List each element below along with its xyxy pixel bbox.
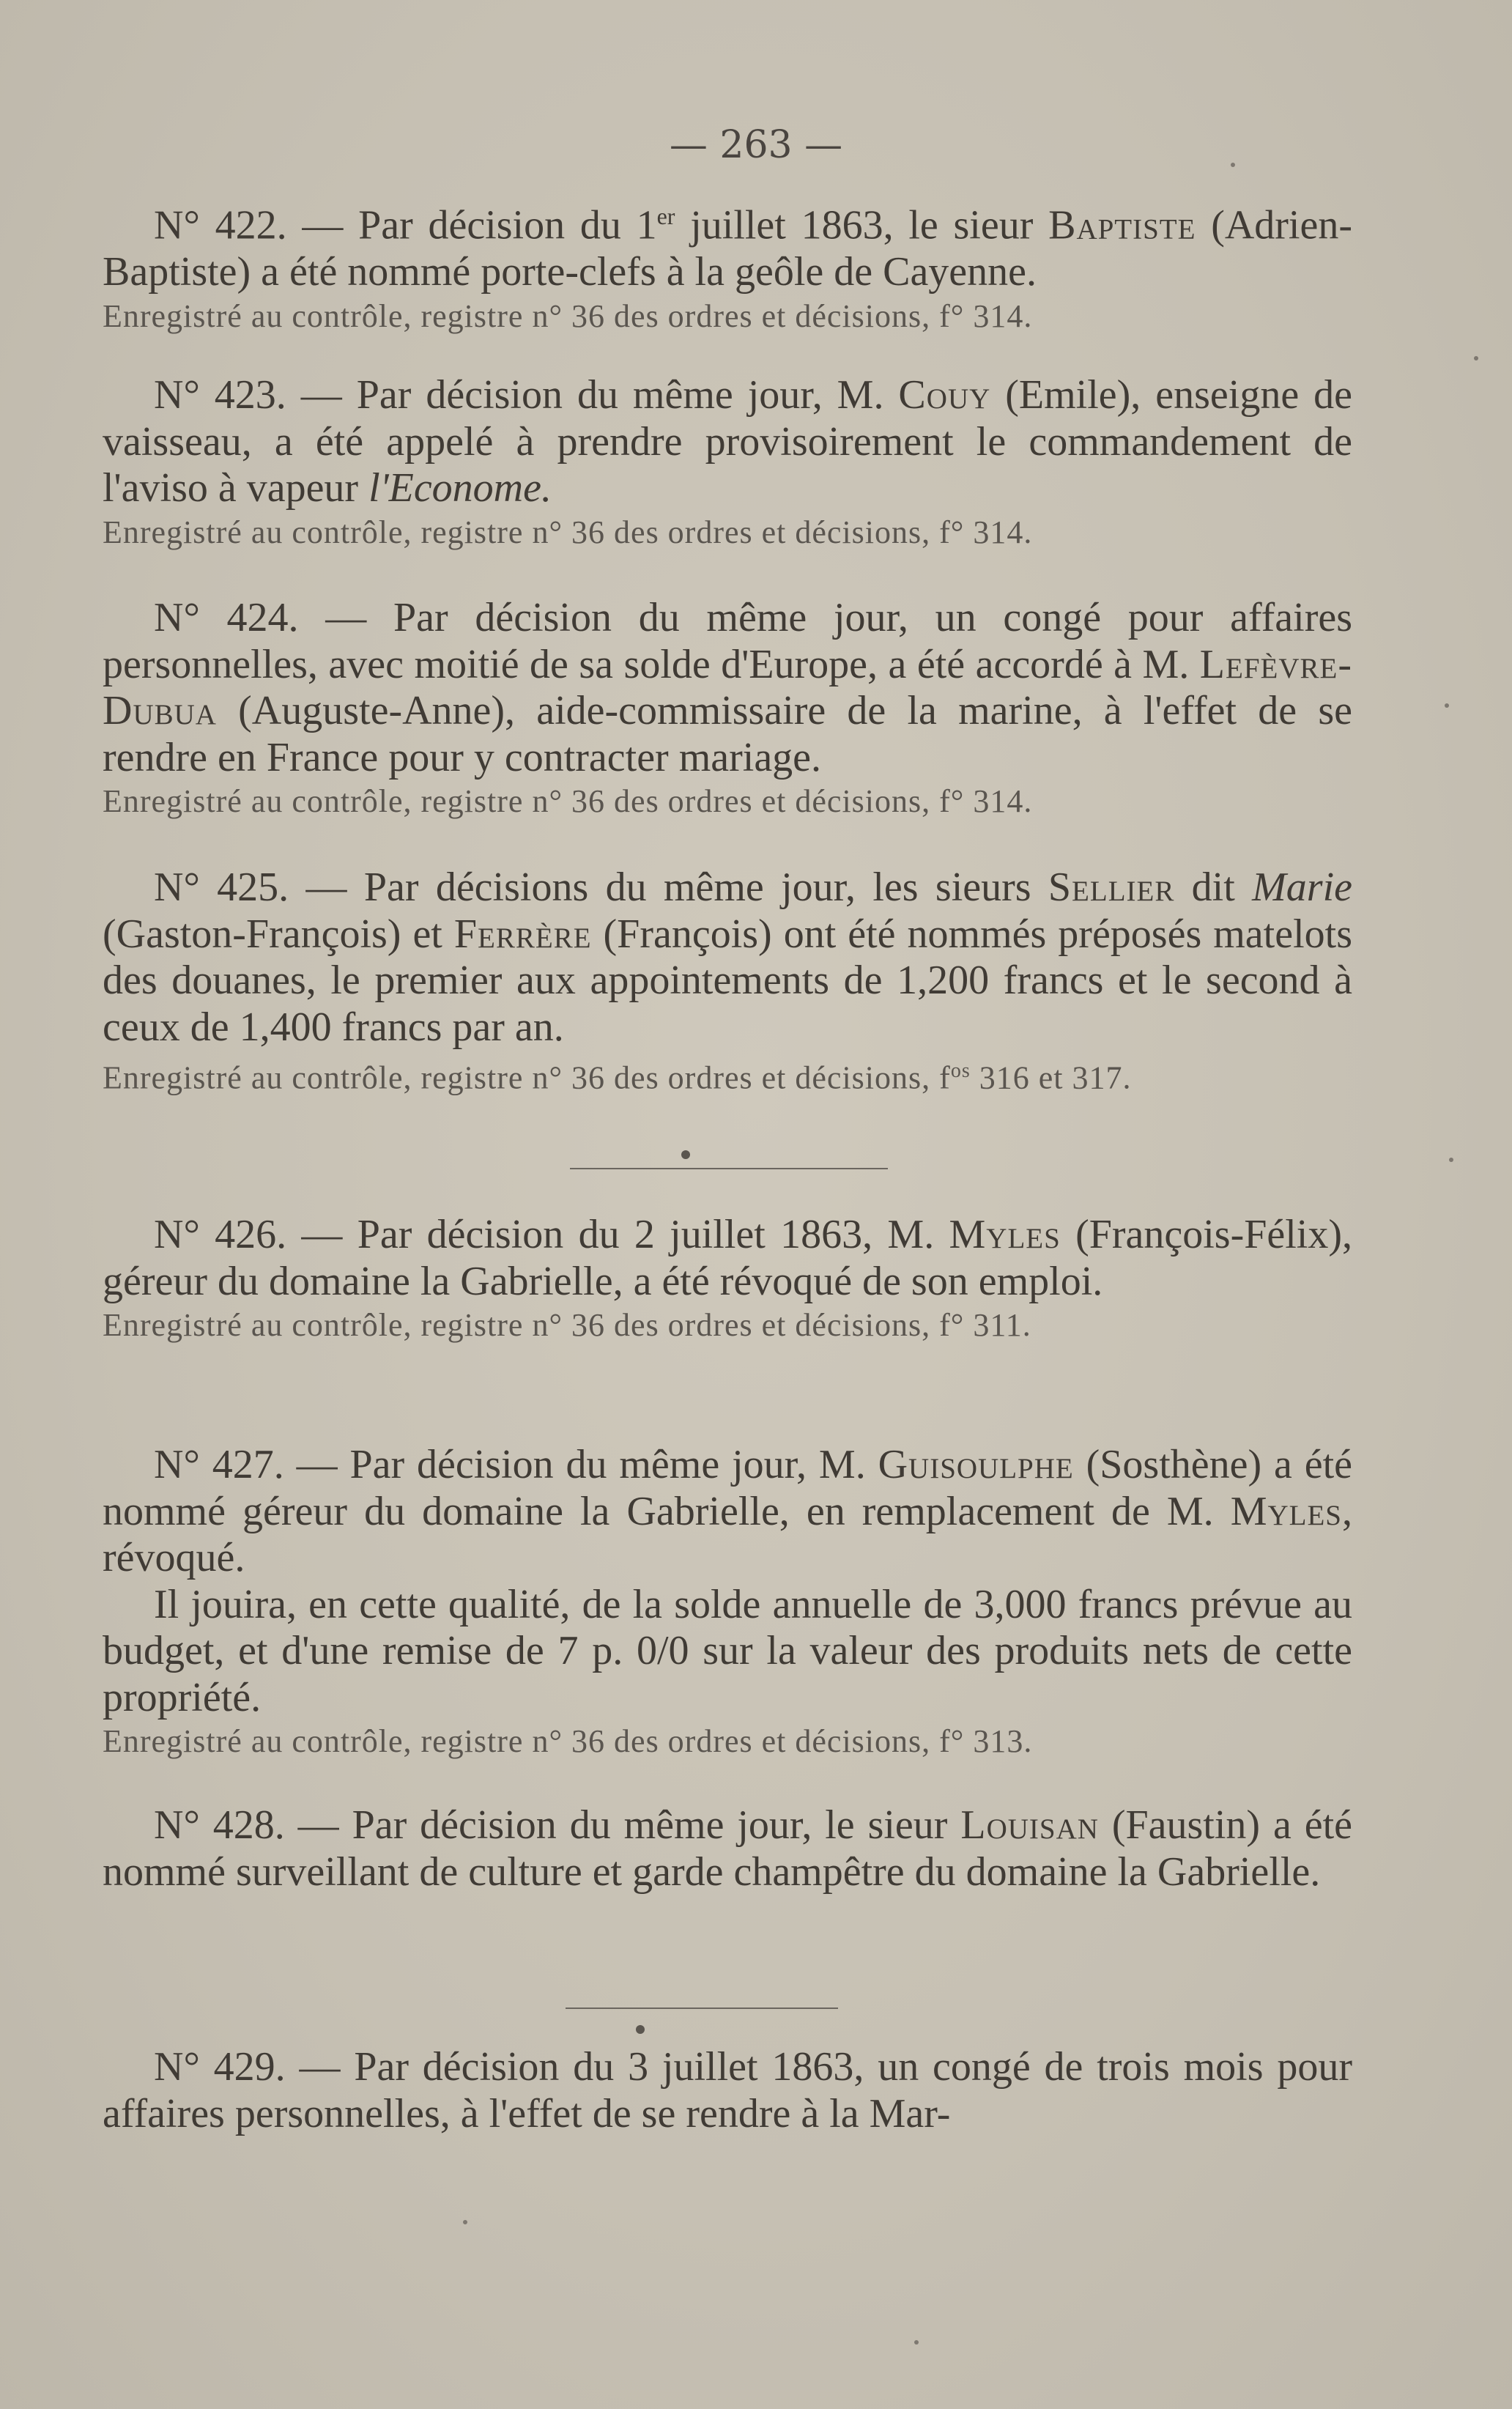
registration-line: Enregistré au contrôle, registre n° 36 des ordres et décisions, f° 313. xyxy=(103,1723,1033,1759)
alias-name: Marie xyxy=(1252,865,1352,910)
entry-paragraph xyxy=(103,193,1352,296)
entry-text: (Emile), enseigne de vaisseau, a été appelé à prendre provisoirement le commandement de l'aviso à vapeur xyxy=(103,372,1352,511)
section-separator xyxy=(566,2008,838,2009)
person-name: Guisoulphe xyxy=(878,1442,1074,1487)
section-separator xyxy=(570,1168,888,1169)
entry-423 xyxy=(103,372,1352,553)
entry-428 xyxy=(103,1802,1352,1895)
entry-paragraph xyxy=(103,1802,1352,1895)
entry-paragraph xyxy=(103,865,1352,1051)
entry-text: , révoqué. xyxy=(103,1488,1352,1580)
entry-number: N° 428. xyxy=(154,1802,285,1848)
entry-number: N° 424. xyxy=(154,595,299,640)
entry-text: — Par décision du 1 xyxy=(286,202,657,248)
person-name: Louisan xyxy=(960,1802,1099,1848)
entry-426 xyxy=(103,1212,1352,1346)
entry-number: N° 422. xyxy=(154,202,287,248)
entry-text: — Par décision du même jour, M. xyxy=(286,372,899,418)
entry-number: N° 423. xyxy=(154,372,286,418)
paper-speck xyxy=(1445,703,1449,708)
person-name: Couy xyxy=(898,372,991,418)
registration-line: Enregistré au contrôle, registre n° 36 des ordres et décisions, f° 311. xyxy=(103,1307,1031,1343)
entry-text: (Gaston-François) et xyxy=(103,911,454,957)
entry-text: (François-Félix), géreur du domaine la Gabrielle, a été révoqué de son emploi. xyxy=(103,1212,1353,1304)
entry-text: dit xyxy=(1174,865,1253,910)
entry-422 xyxy=(103,193,1352,337)
superscript: er xyxy=(656,203,675,229)
paper-speck xyxy=(463,2220,467,2224)
entry-text: — Par décisions du même jour, les sieurs xyxy=(289,865,1048,910)
person-name: Lefèvre-Dubua xyxy=(103,641,1352,733)
registration-text: 316 et 317. xyxy=(970,1059,1132,1096)
entry-number: N° 429. xyxy=(154,2044,286,2090)
person-name: Myles xyxy=(949,1212,1061,1257)
entry-text: — Par décision du même jour, un congé pour affaires personnelles, avec moitié de sa solde d'Europe, a été accordé à M. xyxy=(103,595,1352,687)
entry-text: (Faustin) a été nommé surveillant de culture et garde champêtre du domaine la Gabrielle. xyxy=(103,1802,1352,1895)
entry-paragraph-continued: Il jouira, en cette qualité, de la solde annuelle de 3,000 francs prévue au budget, et d'une remise de 7 p. 0/0 sur la valeur des produits nets de cette propriété. xyxy=(103,1581,1352,1720)
person-name: Ferrère xyxy=(453,911,592,957)
entry-paragraph xyxy=(103,595,1352,781)
entry-429 xyxy=(103,2044,1352,2137)
registration-line xyxy=(103,1051,1352,1099)
entry-number: N° 425. xyxy=(154,865,289,910)
entry-text: (Adrien-Baptiste) a été nommé porte-clefs à la geôle de Cayenne. xyxy=(103,202,1352,295)
entry-paragraph xyxy=(103,1212,1352,1305)
entry-text: — Par décision du même jour, le sieur xyxy=(284,1802,961,1848)
entry-text: (Auguste-Anne), aide-commissaire de la marine, à l'effet de se rendre en France pour y contracter mariage. xyxy=(103,688,1352,780)
entry-text: juillet 1863, le sieur xyxy=(675,202,1049,248)
entry-text: (François) ont été nommés préposés matelots des douanes, le premier aux appointements de 1,200 francs et le second à ceux de 1,400 francs par an. xyxy=(103,911,1352,1050)
paper-speck xyxy=(1231,163,1235,167)
ship-name: l'Econome. xyxy=(368,465,552,511)
superscript: os xyxy=(950,1059,971,1082)
entry-number: N° 427. xyxy=(154,1442,284,1487)
registration-line: Enregistré au contrôle, registre n° 36 des ordres et décisions, f° 314. xyxy=(103,514,1033,550)
registration-text: Enregistré au contrôle, registre n° 36 des ordres et décisions, f xyxy=(103,1059,951,1096)
person-name: Baptiste xyxy=(1048,202,1196,248)
entry-427 xyxy=(103,1442,1352,1762)
entry-text: — Par décision du même jour, M. xyxy=(284,1442,878,1487)
entry-text: — Par décision du 2 juillet 1863, M. xyxy=(286,1212,949,1257)
entry-paragraph xyxy=(103,372,1352,512)
entry-number: N° 426. xyxy=(154,1212,287,1257)
registration-line: Enregistré au contrôle, registre n° 36 des ordres et décisions, f° 314. xyxy=(103,783,1033,819)
registration-line: Enregistré au contrôle, registre n° 36 des ordres et décisions, f° 314. xyxy=(103,297,1033,334)
paper-speck xyxy=(1449,1158,1453,1162)
entry-paragraph xyxy=(103,1442,1352,1582)
separator-dot xyxy=(681,1150,690,1159)
person-name: Myles xyxy=(1230,1488,1342,1534)
entry-425 xyxy=(103,865,1352,1099)
paper-speck xyxy=(914,2340,919,2345)
entry-424 xyxy=(103,595,1352,822)
separator-dot xyxy=(636,2025,645,2034)
person-name: Sellier xyxy=(1048,865,1175,910)
entry-text: (Sosthène) a été nommé géreur du domaine la Gabrielle, en remplacement de M. xyxy=(103,1442,1352,1534)
entry-paragraph xyxy=(103,2044,1352,2137)
paper-speck xyxy=(1474,356,1478,360)
entry-text: — Par décision du 3 juillet 1863, un congé de trois mois pour affaires personnelles, à l'effet de se rendre à la Mar- xyxy=(103,2044,1352,2136)
page-number: — 263 — xyxy=(669,123,843,167)
